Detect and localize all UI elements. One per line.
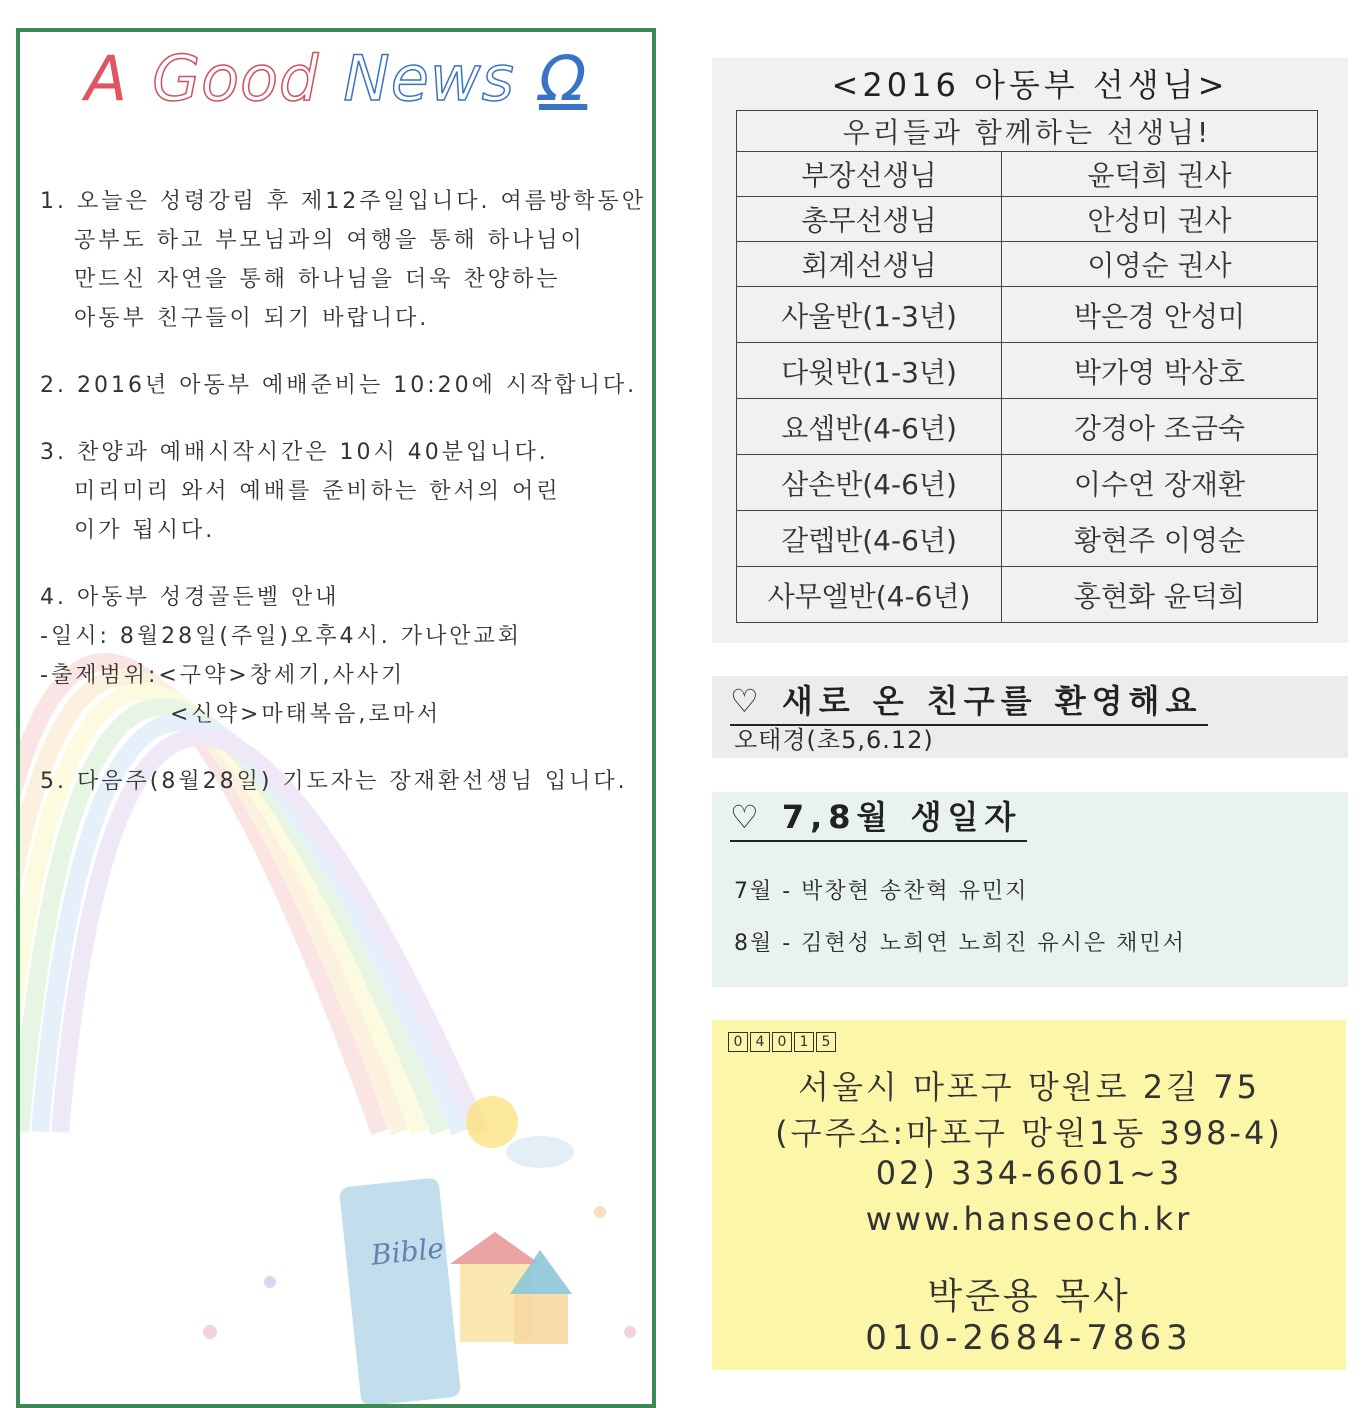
zip-digit: 1 xyxy=(794,1032,814,1052)
notice-line: 아동부 친구들이 되기 바랍니다. xyxy=(74,306,430,331)
name-cell: 황현주 이영순 xyxy=(1002,511,1318,567)
notice-line: 2. 2016년 아동부 예배준비는 10:20에 시작합니다. xyxy=(40,373,638,398)
zip-digit: 0 xyxy=(772,1032,792,1052)
role-cell: 총무선생님 xyxy=(737,197,1002,242)
new-friends-heading: ♡ 새로 온 친구를 환영해요 xyxy=(730,676,1208,726)
notice-line: -출제범위:<구약>창세기,사사기 xyxy=(40,663,406,688)
masthead-good: Good xyxy=(152,42,320,115)
teachers-header: 우리들과 함께하는 선생님! xyxy=(737,111,1318,152)
table-row xyxy=(737,567,1318,623)
old-address: (구주소:마포구 망원1동 398-4) xyxy=(775,1114,1283,1152)
notice-line: <신약>마태복음,로마서 xyxy=(170,702,442,727)
omega-icon: Ω xyxy=(538,42,588,115)
new-friends-section xyxy=(712,676,1348,758)
table-row xyxy=(737,197,1318,242)
birthdays-section xyxy=(712,792,1348,987)
svg-text:Bible: Bible xyxy=(369,1231,446,1272)
notice-list xyxy=(40,182,646,829)
name-cell: 이수연 장재환 xyxy=(1002,455,1318,511)
name-cell: 안성미 권사 xyxy=(1002,197,1318,242)
teachers-title: <2016 아동부 선생님> xyxy=(831,66,1229,104)
teachers-table xyxy=(736,110,1318,623)
notice-5 xyxy=(40,762,640,801)
name-cell: 박은경 안성미 xyxy=(1002,287,1318,343)
zip-digit: 0 xyxy=(728,1032,748,1052)
masthead-news: News xyxy=(343,42,515,115)
birthdays-heading: ♡ 7,8월 생일자 xyxy=(730,792,1027,842)
masthead-title xyxy=(20,42,652,115)
name-cell: 홍현화 윤덕희 xyxy=(1002,567,1318,623)
pastor-name: 박준용 목사 xyxy=(927,1276,1131,1317)
class-cell: 요셉반(4-6년) xyxy=(737,399,1002,455)
role-cell: 부장선생님 xyxy=(737,152,1002,197)
name-cell: 이영순 권사 xyxy=(1002,242,1318,287)
table-row xyxy=(737,455,1318,511)
table-row xyxy=(737,287,1318,343)
notice-3 xyxy=(40,433,640,550)
notice-1 xyxy=(40,182,646,338)
notice-line: 미리미리 와서 예배를 준비하는 한서의 어린 xyxy=(74,479,561,504)
notice-line: 5. 다음주(8월28일) 기도자는 장재환선생님 입니다. xyxy=(40,769,628,794)
birthdays-august: 8월 - 김현성 노희연 노희진 유시은 채민서 xyxy=(734,931,1186,956)
notice-2 xyxy=(40,366,640,405)
name-cell: 윤덕희 권사 xyxy=(1002,152,1318,197)
table-row xyxy=(737,399,1318,455)
notice-line: 4. 아동부 성경골든벨 안내 xyxy=(40,585,340,610)
name-cell: 박가영 박상호 xyxy=(1002,343,1318,399)
bible-icon xyxy=(339,1177,461,1406)
table-row xyxy=(737,152,1318,197)
house-icon xyxy=(450,1232,572,1344)
class-cell: 다윗반(1-3년) xyxy=(737,343,1002,399)
notice-line: 이가 됩시다. xyxy=(74,518,216,543)
new-friends-names: 오태경(초5,6.12) xyxy=(734,726,934,754)
class-cell: 갈렙반(4-6년) xyxy=(737,511,1002,567)
notice-4 xyxy=(40,578,640,734)
zip-code xyxy=(728,1032,836,1052)
notices-panel xyxy=(16,28,656,1408)
name-cell: 강경아 조금숙 xyxy=(1002,399,1318,455)
notice-line: 공부도 하고 부모님과의 여행을 통해 하나님이 xyxy=(74,228,585,253)
pastor-mobile: 010-2684-7863 xyxy=(865,1318,1193,1358)
zip-digit: 5 xyxy=(816,1032,836,1052)
church-address: 서울시 마포구 망원로 2길 75 xyxy=(798,1068,1260,1106)
notice-line: 1. 오늘은 성령강림 후 제12주일입니다. 여름방학동안 xyxy=(40,189,646,214)
table-row xyxy=(737,242,1318,287)
notice-line: 3. 찬양과 예배시작시간은 10시 40분입니다. xyxy=(40,440,549,465)
contact-section xyxy=(712,1020,1346,1370)
sun-icon xyxy=(466,1096,518,1148)
teachers-section xyxy=(712,58,1348,643)
church-phone: 02) 334-6601~3 xyxy=(875,1154,1183,1192)
notice-line: -일시: 8월28일(주일)오후4시. 가나안교회 xyxy=(40,624,523,649)
table-row xyxy=(737,511,1318,567)
class-cell: 사울반(1-3년) xyxy=(737,287,1002,343)
class-cell: 사무엘반(4-6년) xyxy=(737,567,1002,623)
notice-line: 만드신 자연을 통해 하나님을 더욱 찬양하는 xyxy=(74,267,561,292)
masthead-a: A xyxy=(84,42,129,115)
class-cell: 삼손반(4-6년) xyxy=(737,455,1002,511)
birthdays-july: 7월 - 박창현 송찬혁 유민지 xyxy=(734,879,1029,904)
role-cell: 회계선생님 xyxy=(737,242,1002,287)
zip-digit: 4 xyxy=(750,1032,770,1052)
table-row xyxy=(737,343,1318,399)
church-website[interactable]: www.hanseoch.kr xyxy=(865,1200,1193,1238)
